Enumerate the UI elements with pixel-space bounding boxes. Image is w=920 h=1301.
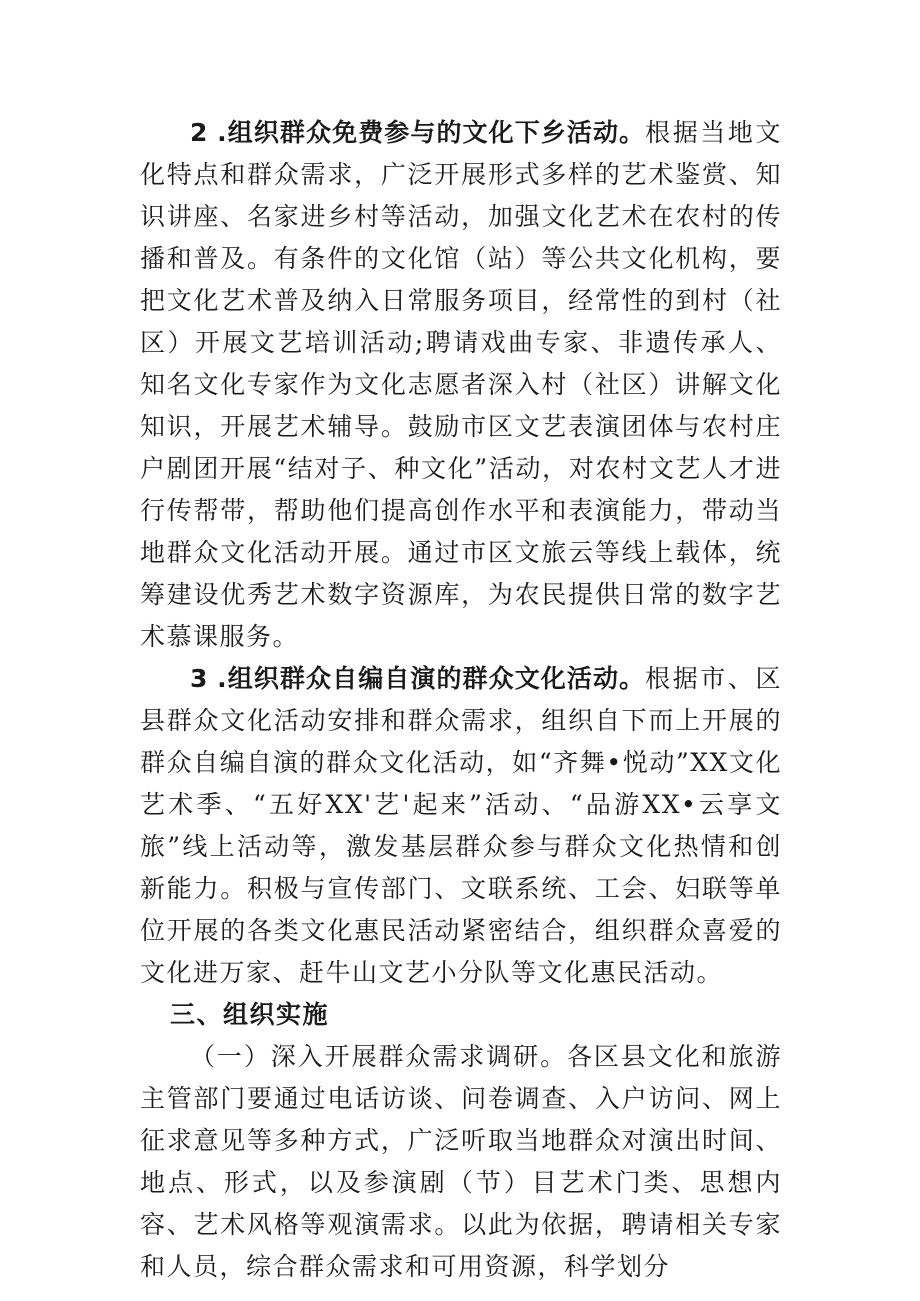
paragraph-text: 根据当地文化特点和群众需求，广泛开展形式多样的艺术鉴赏、知识讲座、名家进乡村等活动，加强文化艺术在农村的传播和普及。有条件的文化馆（站）等公共文化机构，要把文化艺术普及纳入日常服务项目，经常性的到村（社区）开展文艺培训活动;聘请戏曲专家、非遗传承人、知名文化专家作为文化志愿者深入村（社区）讲解文化知识，开展艺术辅导。鼓励市区文艺表演团体与农村庄户剧团开展“结对子、种文化”活动，对农村文艺人才进行传帮带，帮助他们提高创作水平和表演能力，带动当地群众文化活动开展。通过市区文旅云等线上载体，统筹建设优秀艺术数字资源库，为农民提供日常的数字艺术慕课服务。: [140, 118, 782, 651]
paragraph-text: 根据市、区县群众文化活动安排和群众需求，组织自下而上开展的群众自编自演的群众文化活动，如“齐舞•悦动”XX文化艺术季、“五好XX'艺'起来”活动、“品游XX•云享文旅”线上活动等，激发基层群众参与群众文化热情和创新能力。积极与宣传部门、文联系统、工会、妇联等单位开展的各类文化惠民活动紧密结合，组织群众喜爱的文化进万家、赶牛山文艺小分队等文化惠民活动。: [140, 664, 782, 987]
paragraph-self-performed-activities: [140, 658, 782, 994]
section-heading: 三、组织实施: [170, 1000, 330, 1029]
paragraph-lead-heading: 3 .组织群众自编自演的群众文化活动。: [190, 664, 646, 693]
paragraph-demand-research: （一）深入开展群众需求调研。各区县文化和旅游主管部门要通过电话访谈、问卷调查、入户访问、网上征求意见等多种方式，广泛听取当地群众对演出时间、地点、形式，以及参演剧（节）目艺术门类、思想内容、艺术风格等观演需求。以此为依据，聘请相关专家和人员，综合群众需求和可用资源，科学划分: [140, 1042, 782, 1281]
paragraph-cultural-outreach: [140, 112, 782, 658]
document-body: [140, 112, 782, 1288]
paragraph-lead-heading: 2 .组织群众免费参与的文化下乡活动。: [190, 118, 646, 147]
